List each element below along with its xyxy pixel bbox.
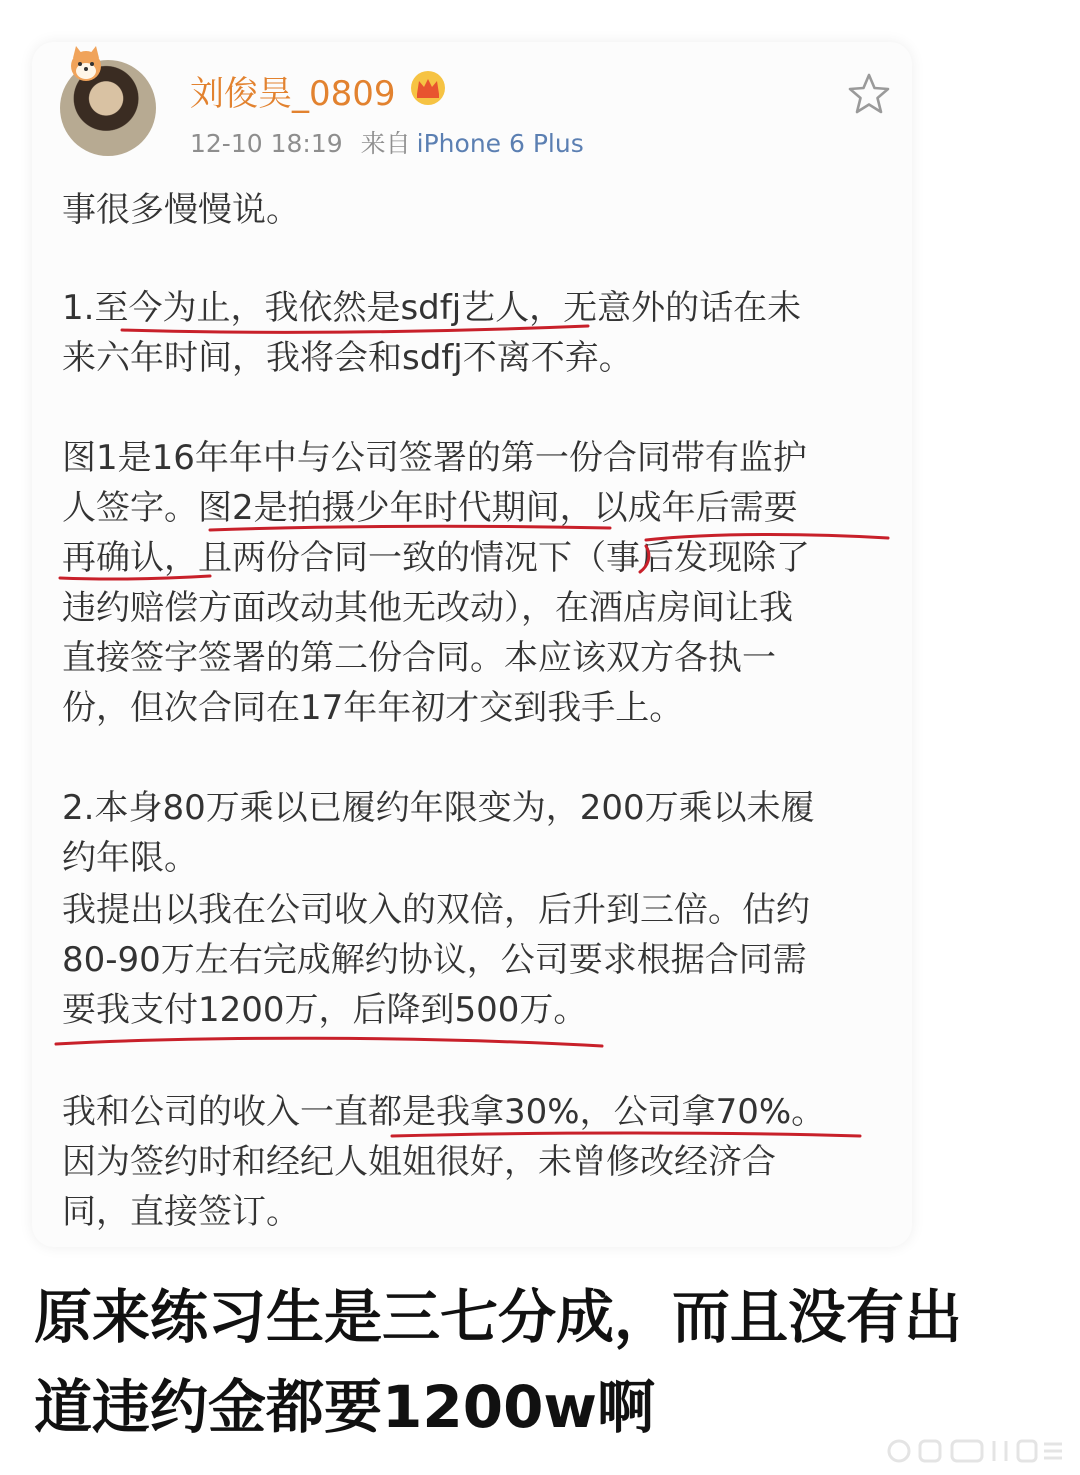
shiba-dog-icon xyxy=(62,44,110,84)
post-text-line: 份，但次合同在17年年初才交到我手上。 xyxy=(62,688,684,728)
post-text-line: 80-90万左右完成解约协议，公司要求根据合同需 xyxy=(62,940,807,980)
post-text-line: 2.本身80万乘以已履约年限变为，200万乘以未履 xyxy=(62,788,815,828)
post-text-line: 1.至今为止，我依然是sdfj艺人，无意外的话在未 xyxy=(62,288,802,328)
post-text-line: 直接签字签署的第二份合同。本应该双方各执一 xyxy=(62,638,776,678)
from-label: 来自 xyxy=(360,129,411,158)
crown-icon xyxy=(410,70,446,106)
caption-line: 原来练习生是三七分成，而且没有出 xyxy=(34,1283,963,1351)
watermark-icon xyxy=(886,1438,1066,1464)
post-text-line: 因为签约时和经纪人姐姐很好，未曾修改经济合 xyxy=(62,1142,776,1182)
post-text-line: 要我支付1200万，后降到500万。 xyxy=(62,990,588,1030)
username[interactable]: 刘俊昊_0809 xyxy=(190,74,396,114)
post-text-line: 事很多慢慢说。 xyxy=(62,190,300,230)
star-icon[interactable] xyxy=(846,72,892,116)
device-link[interactable]: iPhone 6 Plus xyxy=(416,129,584,158)
post-text-line: 来六年时间，我将会和sdfj不离不弃。 xyxy=(62,338,633,378)
caption-line: 道违约金都要1200w啊 xyxy=(34,1373,656,1441)
post-text-line: 人签字。图2是拍摄少年时代期间，以成年后需要 xyxy=(62,488,798,528)
post-text-line: 同，直接签订。 xyxy=(62,1192,300,1232)
post-text-line: 我和公司的收入一直都是我拿30%，公司拿70%。 xyxy=(62,1092,826,1132)
post-text-line: 违约赔偿方面改动其他无改动），在酒店房间让我 xyxy=(62,588,793,628)
post-text-line: 我提出以我在公司收入的双倍，后升到三倍。估约 xyxy=(62,890,810,930)
post-text-line: 约年限。 xyxy=(62,838,198,878)
post-text-line: 图1是16年年中与公司签署的第一份合同带有监护 xyxy=(62,438,807,478)
post-meta xyxy=(190,124,584,160)
post-text-line: 再确认，且两份合同一致的情况下（事后发现除了 xyxy=(62,538,810,578)
post-time: 12-10 18:19 xyxy=(190,129,343,158)
